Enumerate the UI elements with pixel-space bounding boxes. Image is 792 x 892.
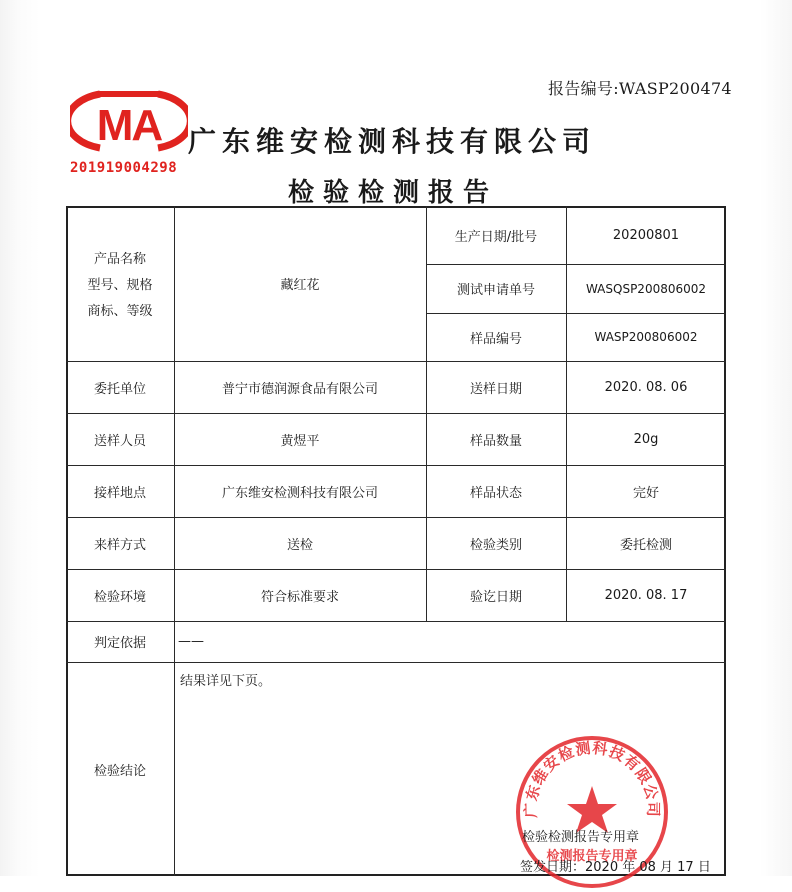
product-value: 藏红花 [280,278,320,293]
send-date-label: 送样日期 [469,381,522,397]
finish-date-value: 2020. 08. 17 [604,587,688,603]
conclusion-value: 结果详见下页。 [180,674,272,689]
environment-label: 检验环境 [93,589,146,605]
report-number: 报告编号:WASP200474 [548,79,732,98]
issue-date: 签发日期：2020 年 08 月 17 日 [520,860,711,875]
quantity-label: 样品数量 [469,433,522,449]
arrival-mode-label: 来样方式 [93,537,146,553]
client-value: 普宁市德润源食品有限公司 [221,381,378,397]
sample-no-label: 样品编号 [469,331,522,347]
inspection-type-label: 检验类别 [469,537,522,553]
environment-value: 符合标准要求 [260,589,339,605]
production-date-value: 20200801 [612,227,680,243]
svg-text:广东维安检测科技有限公司: 广东维安检测科技有限公司 [521,738,663,818]
receive-place-label: 接样地点 [93,485,146,501]
basis-value: —— [178,634,204,649]
cma-number: 201919004298 [70,160,178,176]
sample-no-value: WASP200806002 [594,330,698,344]
sender-label: 送样人员 [93,433,146,449]
basis-label: 判定依据 [93,636,146,651]
send-date-value: 2020. 08. 06 [604,379,688,395]
quantity-value: 20g [633,431,659,447]
product-label: 产品名称 型号、规格 商标、等级 [87,252,153,319]
conclusion-label: 检验结论 [93,763,146,779]
finish-date-label: 验讫日期 [469,589,522,605]
svg-text:MA: MA [96,101,162,150]
svg-text:检测报告专用章: 检测报告专用章 [546,849,638,864]
sender-value: 黄煜平 [280,433,320,449]
sample-state-value: 完好 [632,485,659,501]
client-label: 委托单位 [93,381,146,397]
company-name: 广东维安检测科技有限公司 [188,125,597,158]
test-request-value: WASQSP200806002 [585,281,707,296]
production-date-label: 生产日期/批号 [454,229,538,245]
inspection-type-value: 委托检测 [619,537,672,553]
sample-state-label: 样品状态 [469,485,522,501]
receive-place-value: 广东维安检测科技有限公司 [221,485,378,501]
test-request-label: 测试申请单号 [456,283,535,298]
arrival-mode-value: 送检 [286,537,313,553]
document-title: 检验检测报告 [288,178,499,208]
seal-label: 检验检测报告专用章 [522,830,640,845]
